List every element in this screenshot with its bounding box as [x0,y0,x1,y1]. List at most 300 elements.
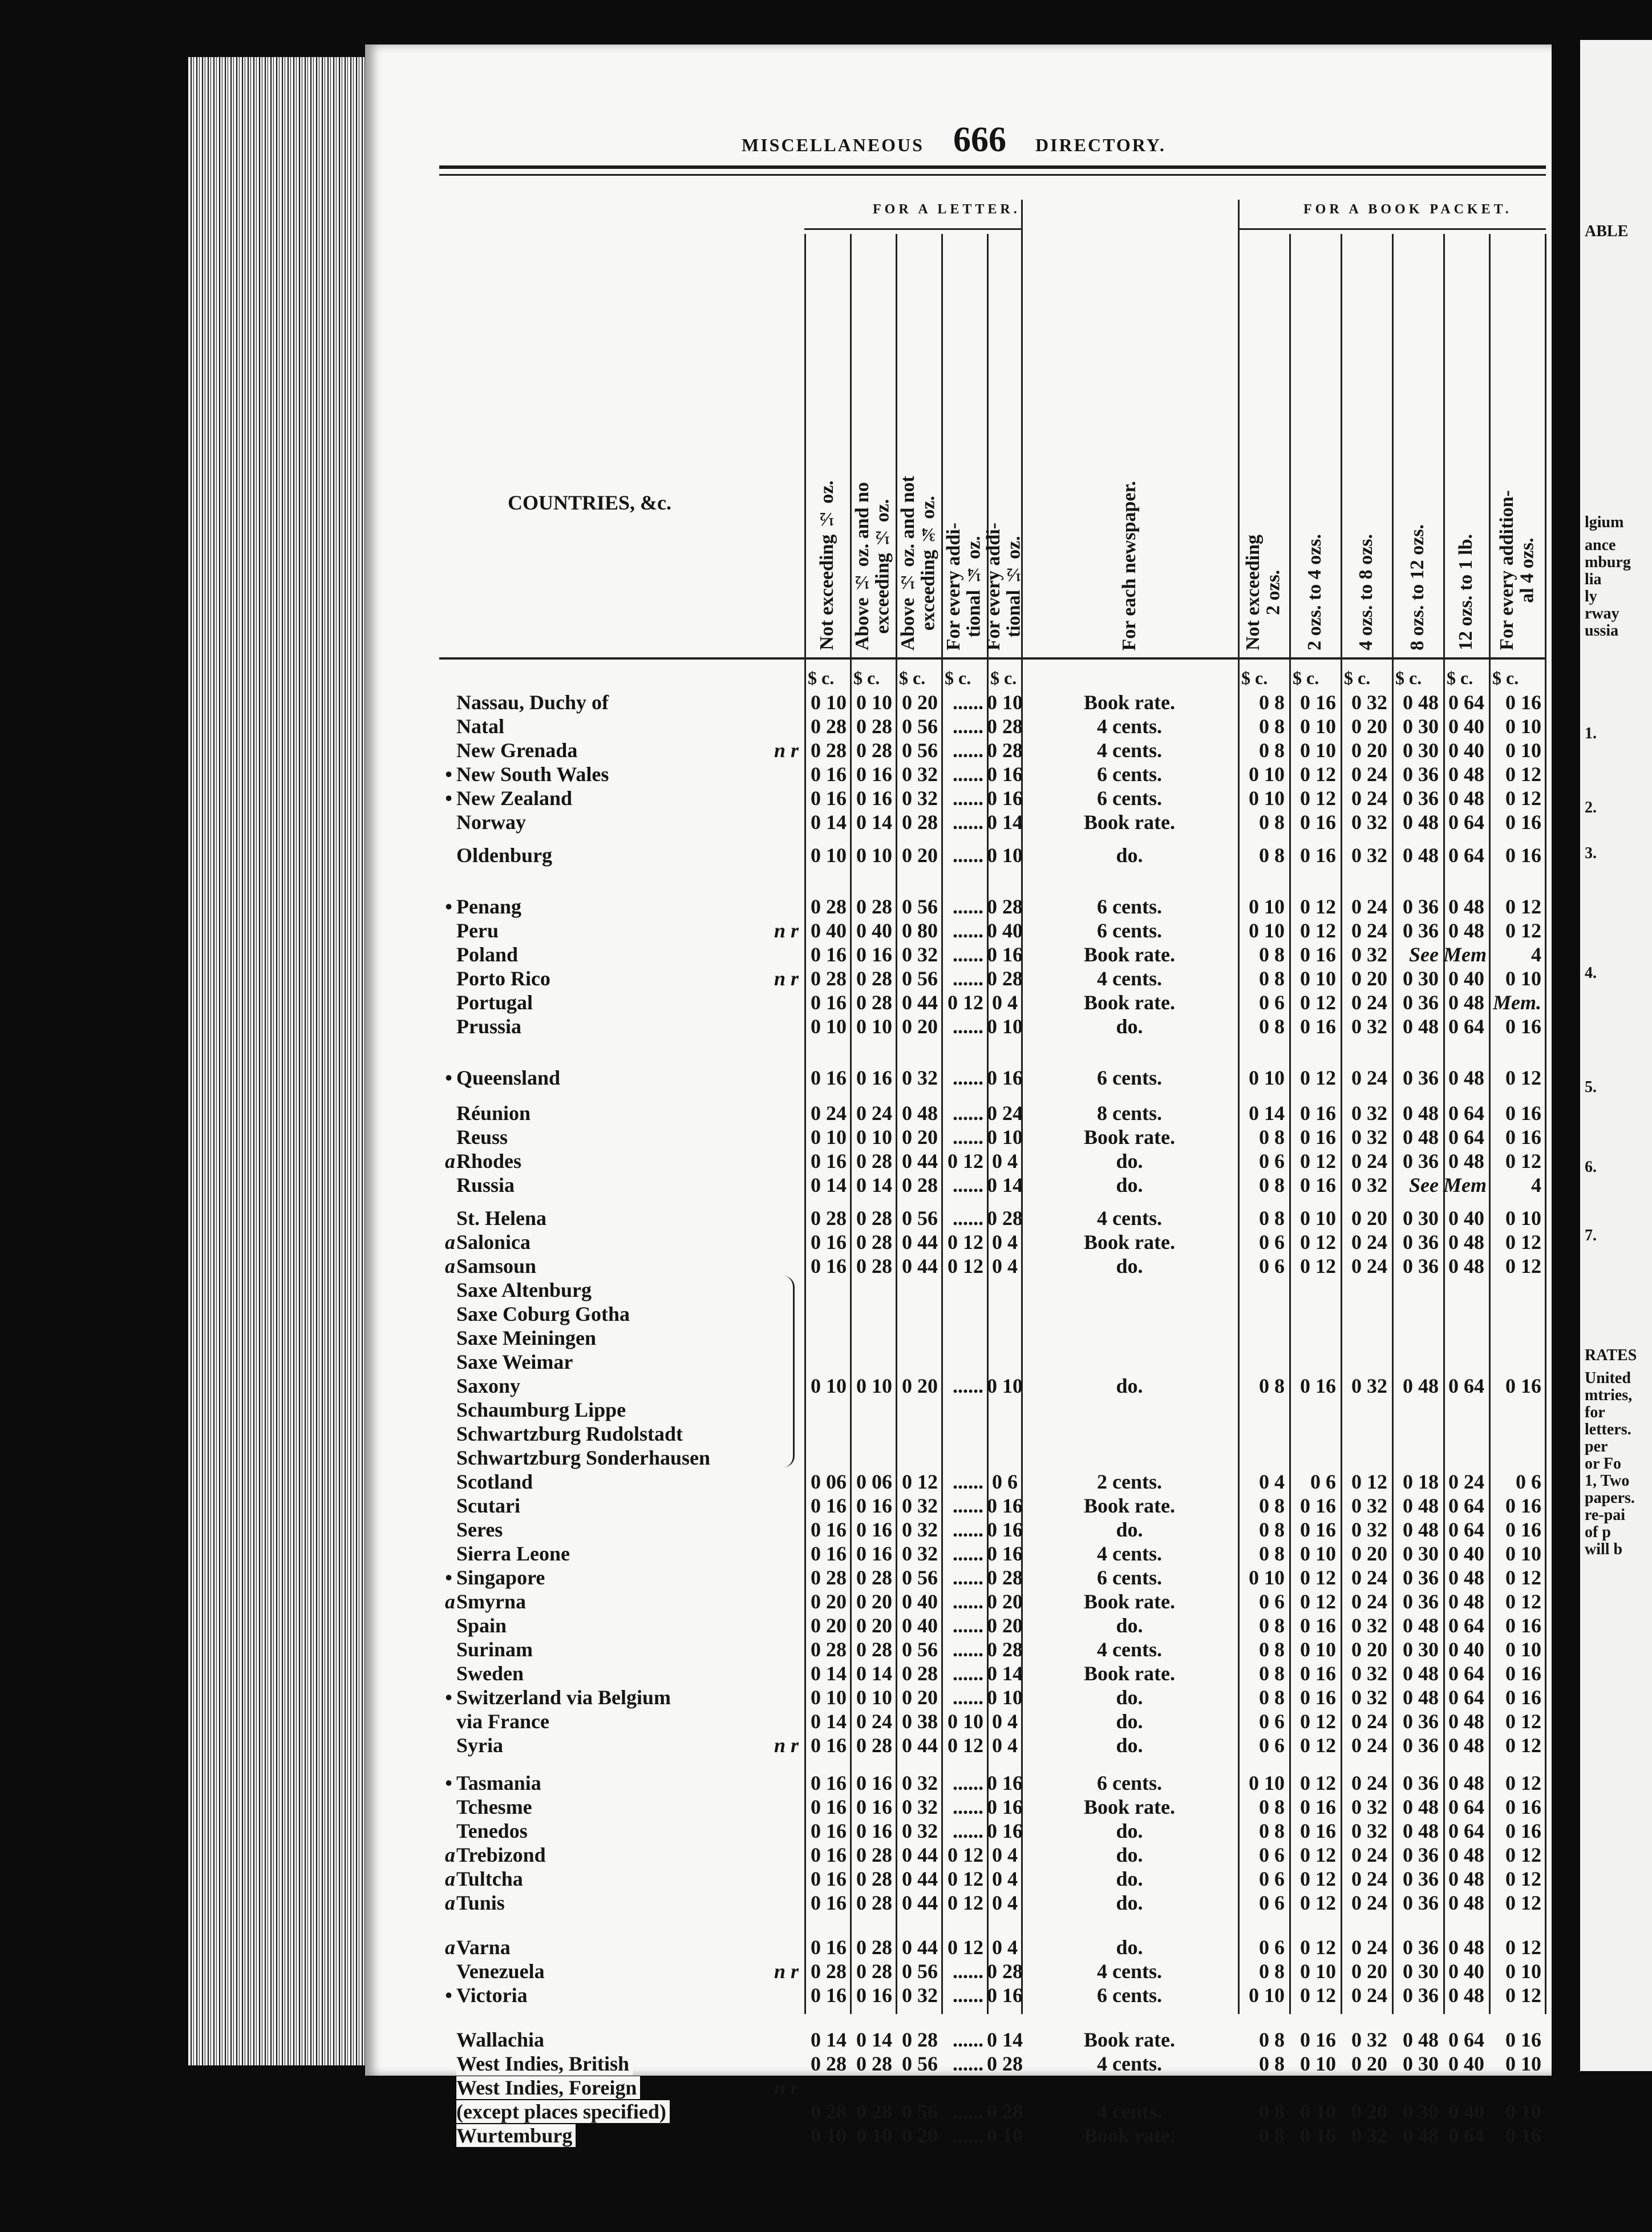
book-rate-cell: 0 12 [1300,919,1336,942]
book-rate-cell: 0 40 [1448,715,1484,738]
letter-rate-cell: 0 28 [856,739,892,762]
book-rate-cell: 0 16 [1505,1494,1541,1517]
letter-rate-cell: 0 6 [992,1470,1018,1493]
book-rate-cell: 0 48 [1403,844,1439,867]
table-row [439,1795,1546,1819]
letter-rate-cell: ...... [953,1374,983,1397]
book-rate-cell: 0 12 [1505,919,1541,942]
letter-rate-cell: 0 16 [811,1796,847,1818]
letter-rate-cell: 0 12 [948,1231,983,1254]
group-brace [782,1276,795,1467]
letter-rate-cell: 0 16 [811,1867,847,1890]
book-rate-cell: 0 10 [1249,1566,1285,1589]
letter-rate-cell: 0 10 [856,844,892,867]
country-name: West Indies, British [456,2052,633,2075]
book-rate-cell: 0 36 [1403,1590,1439,1613]
country-name: Singapore [456,1566,548,1589]
book-rate-cell: 0 20 [1351,1960,1387,1983]
country-name: St. Helena [456,1207,550,1230]
letter-rate-cell: 0 28 [856,1150,892,1172]
country-name: Russia [456,1174,518,1196]
newspaper-rate-cell: do. [1116,1686,1143,1709]
neighbor-text: ance [1585,536,1616,554]
letter-rate-cell: 0 56 [902,2052,938,2075]
letter-rate-cell: 0 16 [856,1796,892,1818]
newspaper-rate-cell: 6 cents. [1097,1566,1162,1589]
newspaper-rate-cell: 4 cents. [1097,715,1162,738]
letter-rate-cell: 0 28 [811,2052,847,2075]
newspaper-rate-cell: do. [1116,1734,1143,1757]
book-rate-cell: 0 12 [1300,787,1336,810]
row-marker: a [445,1867,455,1890]
letter-rate-cell: 0 12 [948,1255,983,1277]
letter-rate-cell: ...... [953,1984,983,2007]
book-rate-cell: 0 48 [1403,1015,1439,1038]
country-name-cell [456,1959,799,1983]
letter-rate-cell: 0 20 [811,1590,847,1613]
newspaper-rate-cell: Book rate. [1084,691,1175,714]
letter-rate-cell: ...... [953,691,983,714]
letter-rate-cell: 0 12 [948,1150,983,1172]
book-rate-cell: 0 12 [1300,991,1336,1014]
book-rate-cell: See [1409,943,1439,966]
neighbor-text: 5. [1585,1078,1597,1096]
letter-rate-cell: 0 56 [902,715,938,738]
letter-rate-cell: ...... [953,715,983,738]
book-rate-cell: 0 16 [1300,1662,1336,1685]
letter-rate-cell: 0 4 [992,1734,1018,1757]
newspaper-rate-cell: Book rate. [1084,811,1175,834]
book-rate-cell: 0 36 [1403,991,1439,1014]
newspaper-rate-cell: 4 cents. [1097,1960,1162,1983]
table-row [439,943,1546,967]
newspaper-rate-cell: Book rate. [1084,1796,1175,1818]
newspaper-rate-cell: 6 cents. [1097,919,1162,942]
column-header-text: For every addi- tional ½ oz. [983,522,1025,650]
letter-rate-cell: 0 28 [902,1662,938,1685]
letter-rate-cell: 0 16 [811,763,847,786]
newspaper-rate-cell: Book rate. [1084,2124,1175,2147]
newspaper-rate-cell: 4 cents. [1097,2100,1162,2123]
book-rate-cell: 0 12 [1300,1772,1336,1794]
table-row [439,714,1546,738]
country-name-cell [456,1733,799,1757]
book-rate-cell: 0 16 [1505,1662,1541,1685]
column-header-text: For every addition- al 4 ozs. [1496,490,1538,650]
book-rate-cell: 0 36 [1403,1231,1439,1254]
book-rate-cell: 0 12 [1505,1150,1541,1172]
newspaper-rate-cell: 6 cents. [1097,1066,1162,1089]
letter-rate-cell: 0 56 [902,739,938,762]
country-name: Porto Rico [456,967,554,990]
table-row [439,1326,1546,1350]
book-rate-cell: 0 36 [1403,1734,1439,1757]
country-name: Smyrna [456,1590,529,1613]
top-rule [439,165,1546,169]
country-name: Victoria [456,1984,531,2007]
book-rate-cell: 0 32 [1351,1614,1387,1637]
table-row [439,2076,1546,2100]
neighbor-text: or Fo [1585,1455,1622,1473]
book-rate-cell: 0 8 [1259,1174,1285,1196]
letter-rate-cell: 0 4 [992,1231,1018,1254]
book-rate-cell: 0 10 [1505,2100,1541,2123]
letter-rate-cell: 0 28 [811,715,847,738]
newspaper-rate-cell: do. [1116,1614,1143,1637]
country-name-cell [456,762,799,786]
book-rate-cell: 0 48 [1448,1710,1484,1733]
newspaper-rate-cell: 4 cents. [1097,1542,1162,1565]
book-rate-cell: 0 36 [1403,1710,1439,1733]
column-header-text: Not exceeding ½ oz. [816,480,838,650]
book-rate-cell: 0 12 [1300,1734,1336,1757]
newspaper-rate-cell: 8 cents. [1097,1102,1162,1125]
book-rate-cell: 0 24 [1351,1150,1387,1172]
book-rate-cell: 0 10 [1300,715,1336,738]
book-rate-cell: 0 64 [1448,1518,1484,1541]
letter-rate-cell: ...... [953,739,983,762]
letter-rate-cell: 0 12 [948,991,983,1014]
neighbor-text: lgium [1585,513,1624,531]
book-rate-cell: 0 16 [1300,811,1336,834]
letter-rate-cell: 0 28 [856,2052,892,2075]
letter-rate-cell: 0 40 [987,919,1023,942]
book-rate-cell: 0 20 [1351,1207,1387,1230]
header-left: MISCELLANEOUS [742,135,924,155]
letter-rate-cell: 0 28 [987,715,1023,738]
book-rate-cell: 0 24 [1351,787,1387,810]
country-name: Sweden [456,1662,527,1685]
currency-label: $ c. [1241,668,1268,688]
table-row [439,1302,1546,1326]
letter-rate-cell: 0 20 [902,1374,938,1397]
table-row [439,2124,1546,2148]
neighbor-text: 3. [1585,844,1597,862]
column-header-text: 8 ozs. to 12 ozs. [1407,524,1428,650]
newspaper-rate-cell: 4 cents. [1097,967,1162,990]
letter-rate-cell: 0 14 [811,1710,847,1733]
book-rate-cell: 0 16 [1505,1796,1541,1818]
country-name: (except places specified) [456,2100,670,2123]
letter-rate-cell: ...... [953,2124,983,2147]
country-name: Venezuela [456,1960,548,1983]
country-name-cell [456,2124,799,2148]
letter-rate-cell: 0 16 [856,1984,892,2007]
postage-rates-table [439,188,1546,2147]
letter-rate-cell: ...... [953,1126,983,1149]
letter-rate-cell: 0 14 [987,811,1023,834]
book-rate-cell: 0 48 [1448,1843,1484,1866]
letter-rate-cell: 0 16 [987,787,1023,810]
letter-rate-cell: 0 16 [811,1542,847,1565]
neighbor-page-fragment [1580,40,1652,2071]
book-rate-cell: 0 48 [1403,1819,1439,1842]
letter-rate-cell: 0 10 [987,691,1023,714]
country-name-cell [456,1302,799,1326]
country-name-cell [456,1374,799,1398]
book-rate-cell: 0 10 [1505,967,1541,990]
letter-rate-cell: ...... [953,1518,983,1541]
book-rate-cell: 0 48 [1403,691,1439,714]
country-name-cell [456,1206,799,1230]
table-row [439,1867,1546,1891]
book-rate-cell: 0 12 [1300,1590,1336,1613]
country-name-cell [456,1709,799,1733]
country-name: Reuss [456,1126,511,1149]
currency-label: $ c. [808,668,835,688]
book-rate-cell: 0 36 [1403,1566,1439,1589]
country-name: via France [456,1710,553,1733]
country-name-cell [456,1149,799,1173]
country-name: Scotland [456,1470,536,1493]
letter-column-header [983,228,1025,650]
newspaper-rate-cell: Book rate. [1084,1590,1175,1613]
letter-rate-cell: 0 32 [902,1542,938,1565]
letter-rate-cell: 0 16 [811,1891,847,1914]
page-header [742,120,1166,160]
book-rate-cell: 0 16 [1300,1126,1336,1149]
letter-rate-cell: 0 14 [987,1662,1023,1685]
book-rate-cell: 0 8 [1259,1662,1285,1685]
book-column-header [1443,228,1489,650]
book-rate-cell: 0 16 [1300,2028,1336,2051]
book-rate-cell: 0 16 [1300,1494,1336,1517]
book-rate-cell: 0 32 [1351,1662,1387,1685]
table-row [439,2052,1546,2076]
book-rate-cell: 0 40 [1448,1638,1484,1661]
book-rate-cell: 0 8 [1259,2028,1285,2051]
neighbor-text: ussia [1585,622,1619,640]
newspaper-rate-cell: do. [1116,1174,1143,1196]
book-rate-cell: 0 8 [1259,2124,1285,2147]
book-rate-cell: 0 6 [1259,991,1285,1014]
country-name: Oldenburg [456,844,556,867]
row-marker: a [445,1255,455,1277]
column-header-text: Not exceeding 2 ozs. [1242,534,1284,650]
row-marker: • [445,763,452,786]
nr-annotation: n r [774,1960,799,1983]
book-column-header [1341,228,1392,650]
letter-rate-cell: 0 16 [856,1819,892,1842]
country-name-cell [456,1422,799,1446]
book-rate-cell: 0 8 [1259,1542,1285,1565]
book-rate-cell: 0 8 [1259,691,1285,714]
letter-rate-cell: 0 10 [987,844,1023,867]
book-rate-cell: 0 48 [1403,1494,1439,1517]
letter-rate-cell: ...... [953,1542,983,1565]
newspaper-rate-cell: 6 cents. [1097,1772,1162,1794]
letter-rate-cell: 0 80 [902,919,938,942]
country-name: Switzerland via Belgium [456,1686,674,1709]
table-row [439,919,1546,943]
book-rate-cell: 0 40 [1448,739,1484,762]
letter-rate-cell: 0 28 [856,1734,892,1757]
book-rate-cell: 0 36 [1403,895,1439,918]
letter-rate-cell: 0 24 [811,1102,847,1125]
letter-rate-cell: 0 16 [811,1518,847,1541]
book-rate-cell: 0 10 [1300,1960,1336,1983]
letter-rate-cell: 0 28 [856,1867,892,1890]
letter-rate-cell: 0 20 [902,1686,938,1709]
book-rate-cell: 0 48 [1448,919,1484,942]
book-column-header [1238,228,1289,650]
table-row [439,1661,1546,1685]
book-rate-cell: 0 40 [1448,967,1484,990]
neighbor-text: 2. [1585,799,1597,816]
book-rate-cell: 0 64 [1448,844,1484,867]
letter-rate-cell: 0 40 [902,1614,938,1637]
letter-rate-cell: 0 20 [856,1590,892,1613]
letter-rate-cell: 0 40 [902,1590,938,1613]
neighbor-text: 1. [1585,725,1597,742]
book-rate-cell: 0 40 [1448,1542,1484,1565]
letter-rate-cell: 0 16 [811,1231,847,1254]
letter-rate-cell: 0 28 [856,967,892,990]
country-name-cell [456,1230,799,1254]
book-rate-cell: 0 10 [1505,1960,1541,1983]
book-rate-cell: 0 16 [1505,691,1541,714]
book-rate-cell: 0 10 [1300,739,1336,762]
letter-rate-cell: 0 20 [902,2124,938,2147]
letter-rate-cell: ...... [953,1614,983,1637]
book-rate-cell: 0 6 [1259,1936,1285,1959]
book-rate-cell: 0 10 [1249,895,1285,918]
country-name: Schwartzburg Sonderhausen [456,1446,714,1469]
book-rate-cell: 0 12 [1505,1590,1541,1613]
book-rate-cell: 0 36 [1403,763,1439,786]
newspaper-rate-cell: 4 cents. [1097,2052,1162,2075]
country-name: Peru [456,919,502,942]
book-rate-cell: 0 48 [1448,1590,1484,1613]
newspaper-rate-cell: 6 cents. [1097,895,1162,918]
book-rate-cell: 0 6 [1259,1255,1285,1277]
letter-rate-cell: 0 16 [811,787,847,810]
country-name-cell [456,1125,799,1149]
book-rate-cell: 0 48 [1448,1566,1484,1589]
letter-rate-cell: 0 44 [902,1734,938,1757]
book-rate-cell: 0 48 [1448,1255,1484,1277]
country-name: Scutari [456,1494,524,1517]
table-row [439,1542,1546,1566]
book-rate-cell: 0 16 [1300,1819,1336,1842]
country-name-cell [456,1326,799,1350]
country-name-cell [456,810,799,834]
newspaper-rate-cell: Book rate. [1084,1494,1175,1517]
table-row [439,1470,1546,1494]
country-name-cell [456,1173,799,1197]
book-rate-cell: 0 16 [1505,1374,1541,1397]
column-header-text: Above ½ oz. and not exceeding ¾ oz. [897,475,939,650]
table-row [439,1959,1546,1983]
book-rate-cell: 0 24 [1351,1772,1387,1794]
book-rate-cell: 0 30 [1403,1542,1439,1565]
letter-rate-cell: 0 4 [992,1710,1018,1733]
row-marker: • [445,787,452,810]
book-rate-cell: 0 32 [1351,844,1387,867]
book-rate-cell: 0 12 [1505,787,1541,810]
countries-column-header: COUNTRIES, &c. [508,491,672,514]
book-rate-cell: 0 40 [1448,2100,1484,2123]
letter-rate-cell: 0 10 [856,1374,892,1397]
table-row [439,810,1546,834]
book-rate-cell: 0 6 [1516,1470,1541,1493]
letter-rate-cell: 0 16 [987,1494,1023,1517]
book-rate-cell: 0 30 [1403,1207,1439,1230]
book-rate-cell: 0 16 [1300,1796,1336,1818]
letter-rate-cell: 0 28 [902,811,938,834]
book-rate-cell: 0 10 [1300,967,1336,990]
table-row [439,1422,1546,1446]
book-rate-cell: 0 24 [1448,1470,1484,1493]
table-row [439,2100,1546,2124]
book-rate-cell: 0 48 [1403,1102,1439,1125]
newspaper-rate-cell: 6 cents. [1097,763,1162,786]
book-rate-cell: 0 10 [1300,1207,1336,1230]
book-rate-cell: 0 64 [1448,1126,1484,1149]
country-name: West Indies, Foreign [456,2076,640,2099]
newspaper-rate-cell: do. [1116,1867,1143,1890]
top-rule-thin [439,174,1546,176]
country-name-cell [456,1494,799,1518]
newspaper-rate-cell: Book rate. [1084,2028,1175,2051]
letter-rate-cell: 0 38 [902,1710,938,1733]
book-column-header [1289,228,1341,650]
letter-rate-cell: 0 4 [992,1255,1018,1277]
letter-group-header: FOR A LETTER. [873,202,1021,217]
letter-rate-cell: 0 10 [856,691,892,714]
book-rate-cell: 0 64 [1448,1662,1484,1685]
letter-rate-cell: ...... [953,1819,983,1842]
letter-rate-cell: 0 12 [948,1936,983,1959]
table-row [439,1278,1546,1302]
country-name-cell [456,843,799,867]
letter-rate-cell: 0 06 [811,1470,847,1493]
newspaper-rate-cell: do. [1116,1150,1143,1172]
letter-rate-cell: 0 28 [856,1936,892,1959]
neighbor-text: will b [1585,1540,1623,1558]
book-rate-cell: 0 10 [1249,919,1285,942]
letter-rate-cell: 0 56 [902,967,938,990]
table-row [439,1771,1546,1795]
letter-rate-cell: 0 20 [902,1015,938,1038]
book-rate-cell: 0 20 [1351,967,1387,990]
book-rate-cell: 0 10 [1249,763,1285,786]
book-rate-cell: 0 8 [1259,715,1285,738]
book-rate-cell: 0 16 [1505,1102,1541,1125]
letter-rate-cell: 0 12 [948,1867,983,1890]
country-name-cell [456,1590,799,1614]
letter-rate-cell: 0 32 [902,1494,938,1517]
table-row [439,1173,1546,1197]
letter-rate-cell: 0 20 [902,844,938,867]
newspaper-rate-cell: 6 cents. [1097,787,1162,810]
book-rate-cell: 0 10 [1300,1542,1336,1565]
letter-rate-cell: 0 16 [811,1255,847,1277]
book-rate-cell: 0 16 [1300,1374,1336,1397]
country-name: Surinam [456,1638,536,1661]
letter-rate-cell: ...... [953,2100,983,2123]
country-name: Réunion [456,1102,534,1125]
book-rate-cell: 0 6 [1259,1843,1285,1866]
letter-rate-cell: 0 10 [811,691,847,714]
letter-rate-cell: 0 20 [987,1614,1023,1637]
book-rate-cell: 0 64 [1448,2124,1484,2147]
letter-rate-cell: 0 32 [902,1819,938,1842]
book-rate-cell: 0 36 [1403,1867,1439,1890]
page-number: 666 [953,120,1006,159]
book-rate-cell: 0 36 [1403,1150,1439,1172]
letter-rate-cell: 0 44 [902,991,938,1014]
